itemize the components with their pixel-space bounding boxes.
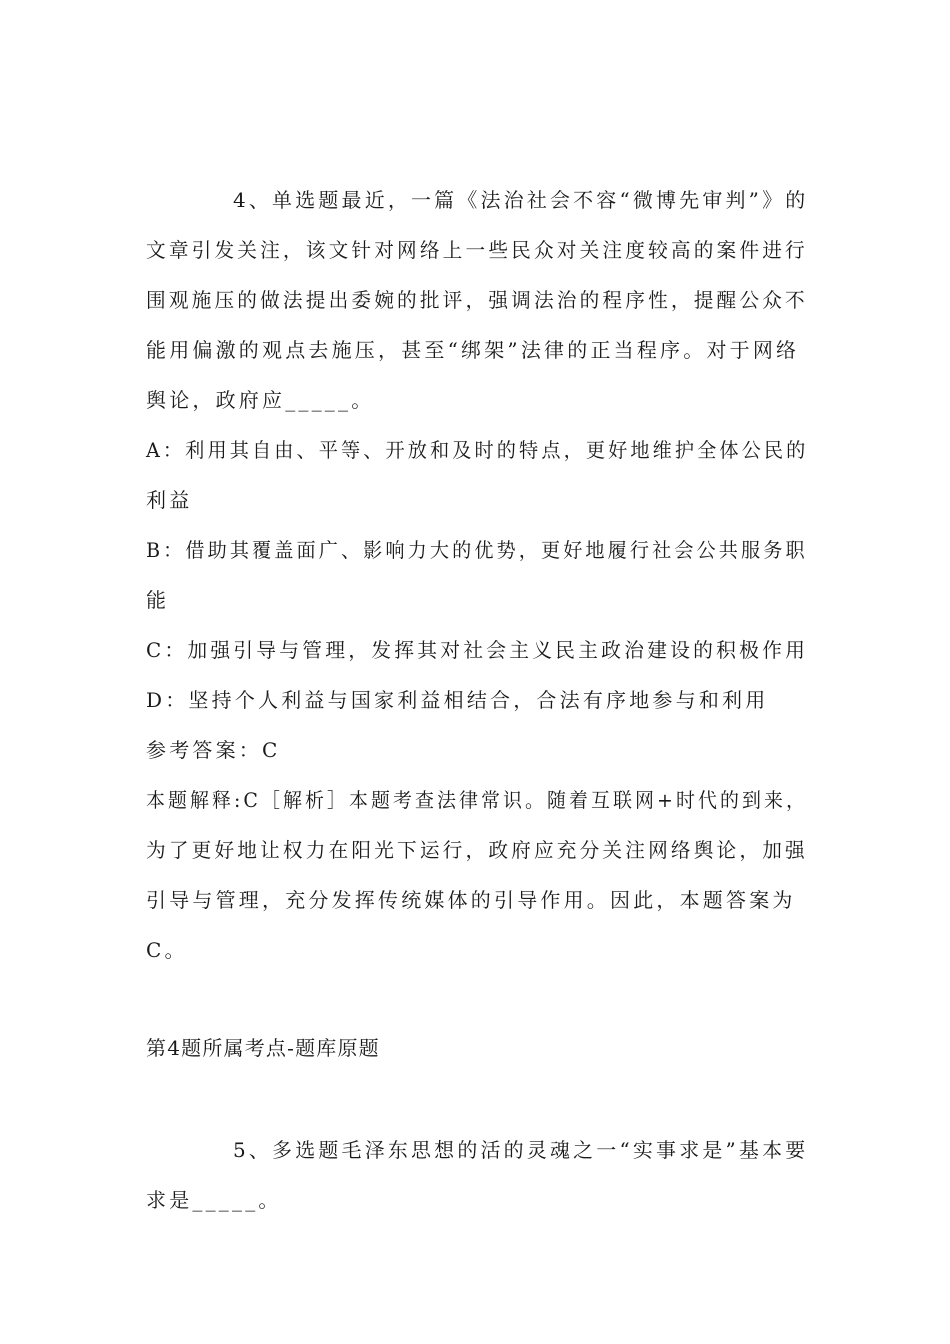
q4-explanation-line-2: 为了更好地让权力在阳光下运行，政府应充分关注网络舆论，加强 — [146, 838, 808, 862]
q4-option-a-line-1: A：利用其自由、平等、开放和及时的特点，更好地维护全体公民的 — [146, 438, 809, 462]
q4-option-b-line-1: B：借助其覆盖面广、影响力大的优势，更好地履行社会公共服务职 — [146, 538, 808, 562]
q5-stem-line-1: 5、多选题毛泽东思想的活的灵魂之一“实事求是”基本要 — [233, 1138, 809, 1162]
q4-stem-line-4: 能用偏激的观点去施压，甚至“绑架”法律的正当程序。对于网络 — [146, 338, 800, 362]
q4-stem-line-2: 文章引发关注，该文针对网络上一些民众对关注度较高的案件进行 — [146, 238, 808, 262]
q4-answer: 参考答案：C — [146, 738, 281, 762]
q4-option-a-line-2: 利益 — [146, 488, 193, 512]
q4-topic: 第4题所属考点-题库原题 — [146, 1036, 380, 1060]
q4-option-d: D：坚持个人利益与国家利益相结合，合法有序地参与和利用 — [146, 688, 769, 712]
q4-stem-line-3: 围观施压的做法提出委婉的批评，强调法治的程序性，提醒公众不 — [146, 288, 808, 312]
q4-stem-line-1: 4、单选题最近，一篇《法治社会不容“微博先审判”》的 — [233, 188, 809, 212]
q5-stem-line-2: 求是_____。 — [146, 1188, 282, 1212]
q4-explanation-line-1: 本题解释:C［解析］本题考查法律常识。随着互联网+时代的到来， — [146, 788, 808, 812]
q4-stem-line-5: 舆论，政府应_____。 — [146, 388, 375, 412]
q4-option-b-line-2: 能 — [146, 588, 170, 612]
q4-explanation-line-4: C。 — [146, 938, 188, 962]
q4-explanation-line-3: 引导与管理，充分发挥传统媒体的引导作用。因此，本题答案为 — [146, 888, 796, 912]
q4-option-c: C：加强引导与管理，发挥其对社会主义民主政治建设的积极作用 — [146, 638, 809, 662]
